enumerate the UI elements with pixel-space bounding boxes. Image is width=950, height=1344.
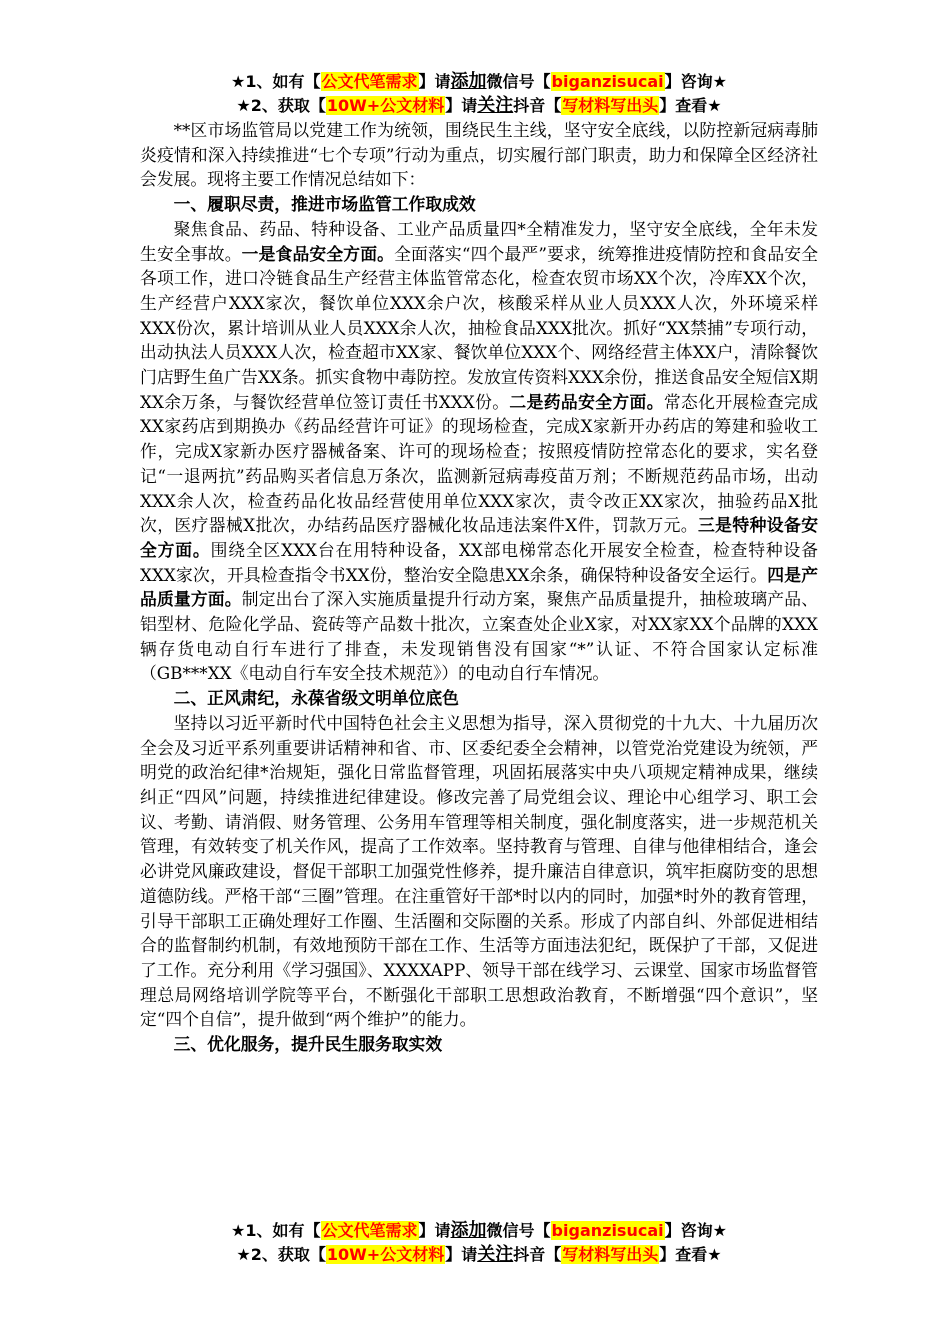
section-3-heading: 三、优化服务，提升民生服务取实效 xyxy=(173,1034,443,1055)
banner-text: 】咨询★ xyxy=(664,72,727,91)
drug-safety-label: 二是药品安全方面。 xyxy=(509,391,664,412)
banner-text: 】请 xyxy=(418,1221,451,1240)
banner-text: ★2、获取【 xyxy=(236,96,326,115)
section-1-heading: 一、履职尽责，推进市场监管工作取成效 xyxy=(173,194,476,215)
section-2-paragraph: 坚持以习近平新时代中国特色社会主义思想为指导，深入贯彻党的十九大、十九届历次全会及习近平系列重要讲话精神和省、市、区委纪委全会精神，以管党治党建设为统领，严明党的政治纪律*治规矩，强化日常监督管理，巩固拓展落实中央八项规定精神成果，继续纠正“四风”问题，持续推进纪律建设。修改完善了局党组会议、理论中心组学习、职工会议、考勤、请消假、财务管理、公务用车管理等相关制度，强化制度落实，进一步规范机关管理，有效转变了机关作风，提高了工作效率。坚持教育与管理、自律与他律相结合，逢会必讲党风廉政建设，督促干部职工加强党性修养，提升廉洁自律意识，筑牢拒腐防变的思想道德防线。严格干部“三圈”管理。在注重管好干部*时以内的同时，加强*时外的教育管理，引导干部职工正确处理好工作圈、生活圈和交际圈的关系。形成了内部自纠、外部促进相结合的监督制约机制，有效地预防干部在工作、生活等方面违法犯纪，既保护了干部，又促进了工作。充分利用《学习强国》、XXXXAPP、领导干部在线学习、云课堂、国家市场监督管理总局网络培训学院等平台，不断强化干部职工思想政治教育，不断增强“四个意识”，坚定“四个自信”，提升做到“两个维护”的能力。 xyxy=(140,712,818,1030)
banner-text: 】咨询★ xyxy=(664,1221,727,1240)
banner-emphasis: 添加 xyxy=(450,1220,487,1241)
banner-text: 微信号【 xyxy=(486,72,551,91)
section-1-paragraph xyxy=(140,217,818,686)
bottom-banner xyxy=(140,1219,818,1267)
banner-line-1 xyxy=(140,70,818,94)
section-1-text: 常态化开展检查完成XX家药店到期换办《药品经营许可证》的现场检查，完成X家新开办药店的筹建和验收工作，完成X家新办医疗器械备案、许可的现场检查；按照疫情防控常态化的要求，实名登记“一退两抗”药品购买者信息万条次，监测新冠病毒疫苗万剂；不断规范药品市场，出动XXX余人次，检查药品化妆品经营使用单位XXX家次，责令改正XX家次，抽验药品X批次，医疗器械X批次，办结药品医疗器械化妆品违法案件X件，罚款万元。 xyxy=(140,391,818,536)
highlight-douyin-account: 写材料写出头 xyxy=(562,96,659,115)
banner-text: 】查看★ xyxy=(659,96,722,115)
highlight-materials: 10W+公文材料 xyxy=(326,96,445,115)
section-1-text: 全面落实“四个最严”要求，统筹推进疫情防控和食品安全各项工作，进口冷链食品生产经营主体监管常态化，检查农贸市场XX个次，冷库XX个次，生产经营户XXX家次，餐饮单位XXX余户次，核酸采样从业人员XXX人次，外环境采样XXX份次，累计培训从业人员XXX余人次，抽检食品XXX批次。抓好“XX禁捕”专项行动，出动执法人员XXX人次，检查超市XX家、餐饮单位XXX个、网络经营主体XX户，清除餐饮门店野生鱼广告XX条。抓实食物中毒防控。发放宣传资料XXX余份，推送食品安全短信X期XX余万条，与餐饮经营单位签订责任书XXX份。 xyxy=(140,243,818,412)
banner-text: ★1、如有【 xyxy=(231,72,321,91)
section-2-heading: 二、正风肃纪，永葆省级文明单位底色 xyxy=(173,688,459,709)
section-1-text: 围绕全区XXX台在用特种设备，XX部电梯常态化开展安全检查，检查特种设备XXX家次，开具检查指令书XX份，整治安全隐患XX余条，确保特种设备安全运行。 xyxy=(140,539,818,585)
section-1-text: 聚焦食品、药品、特种设备、工业产品质量四*全精准发力，坚守安全底线，全年未发生安全事故。 xyxy=(140,218,818,264)
banner-text: ★2、获取【 xyxy=(236,1245,326,1264)
special-equipment-label: 三是特种设备安全方面。 xyxy=(140,515,818,560)
highlight-wechat-id: biganzisucai xyxy=(551,72,664,91)
product-quality-label: 四是产品质量方面。 xyxy=(140,564,818,610)
banner-emphasis: 关注 xyxy=(477,95,514,116)
top-banner xyxy=(140,70,818,118)
banner-text: 】请 xyxy=(418,72,451,91)
banner-emphasis: 关注 xyxy=(477,1244,514,1265)
highlight-materials: 10W+公文材料 xyxy=(326,1245,445,1264)
banner-text: 抖音【 xyxy=(513,96,562,115)
section-1-text: 制定出台了深入实施质量提升行动方案，聚焦产品质量提升，抽检玻璃产品、铝型材、危险化学品、瓷砖等产品数十批次，立案查处企业X家，对XX家XX个品牌的XXX辆存货电动自行车进行了排查，未发现销售没有国家“*”认证、不符合国家认定标准（GB***XX《电动自行车安全技术规范》）的电动自行车情况。 xyxy=(140,589,818,684)
highlight-service: 公文代笔需求 xyxy=(321,1221,418,1240)
banner-emphasis: 添加 xyxy=(450,71,487,92)
banner-text: 抖音【 xyxy=(513,1245,562,1264)
banner-text: 】请 xyxy=(445,1245,478,1264)
food-safety-label: 一是食品安全方面。 xyxy=(241,243,395,264)
banner-text: 】查看★ xyxy=(659,1245,722,1264)
banner-line-2 xyxy=(140,94,818,118)
banner-line-2 xyxy=(140,1243,818,1267)
banner-text: 】请 xyxy=(445,96,478,115)
intro-paragraph: **区市场监管局以党建工作为统领，围绕民生主线，坚守安全底线，以防控新冠病毒肺炎疫情和深入持续推进“七个专项”行动为重点，切实履行部门职责，助力和保障全区经济社会发展。现将主要工作情况总结如下： xyxy=(140,120,818,190)
highlight-service: 公文代笔需求 xyxy=(321,72,418,91)
banner-line-1 xyxy=(140,1219,818,1243)
document-body xyxy=(140,118,818,1057)
highlight-wechat-id: biganzisucai xyxy=(551,1221,664,1240)
highlight-douyin-account: 写材料写出头 xyxy=(562,1245,659,1264)
banner-text: 微信号【 xyxy=(486,1221,551,1240)
banner-text: ★1、如有【 xyxy=(231,1221,321,1240)
